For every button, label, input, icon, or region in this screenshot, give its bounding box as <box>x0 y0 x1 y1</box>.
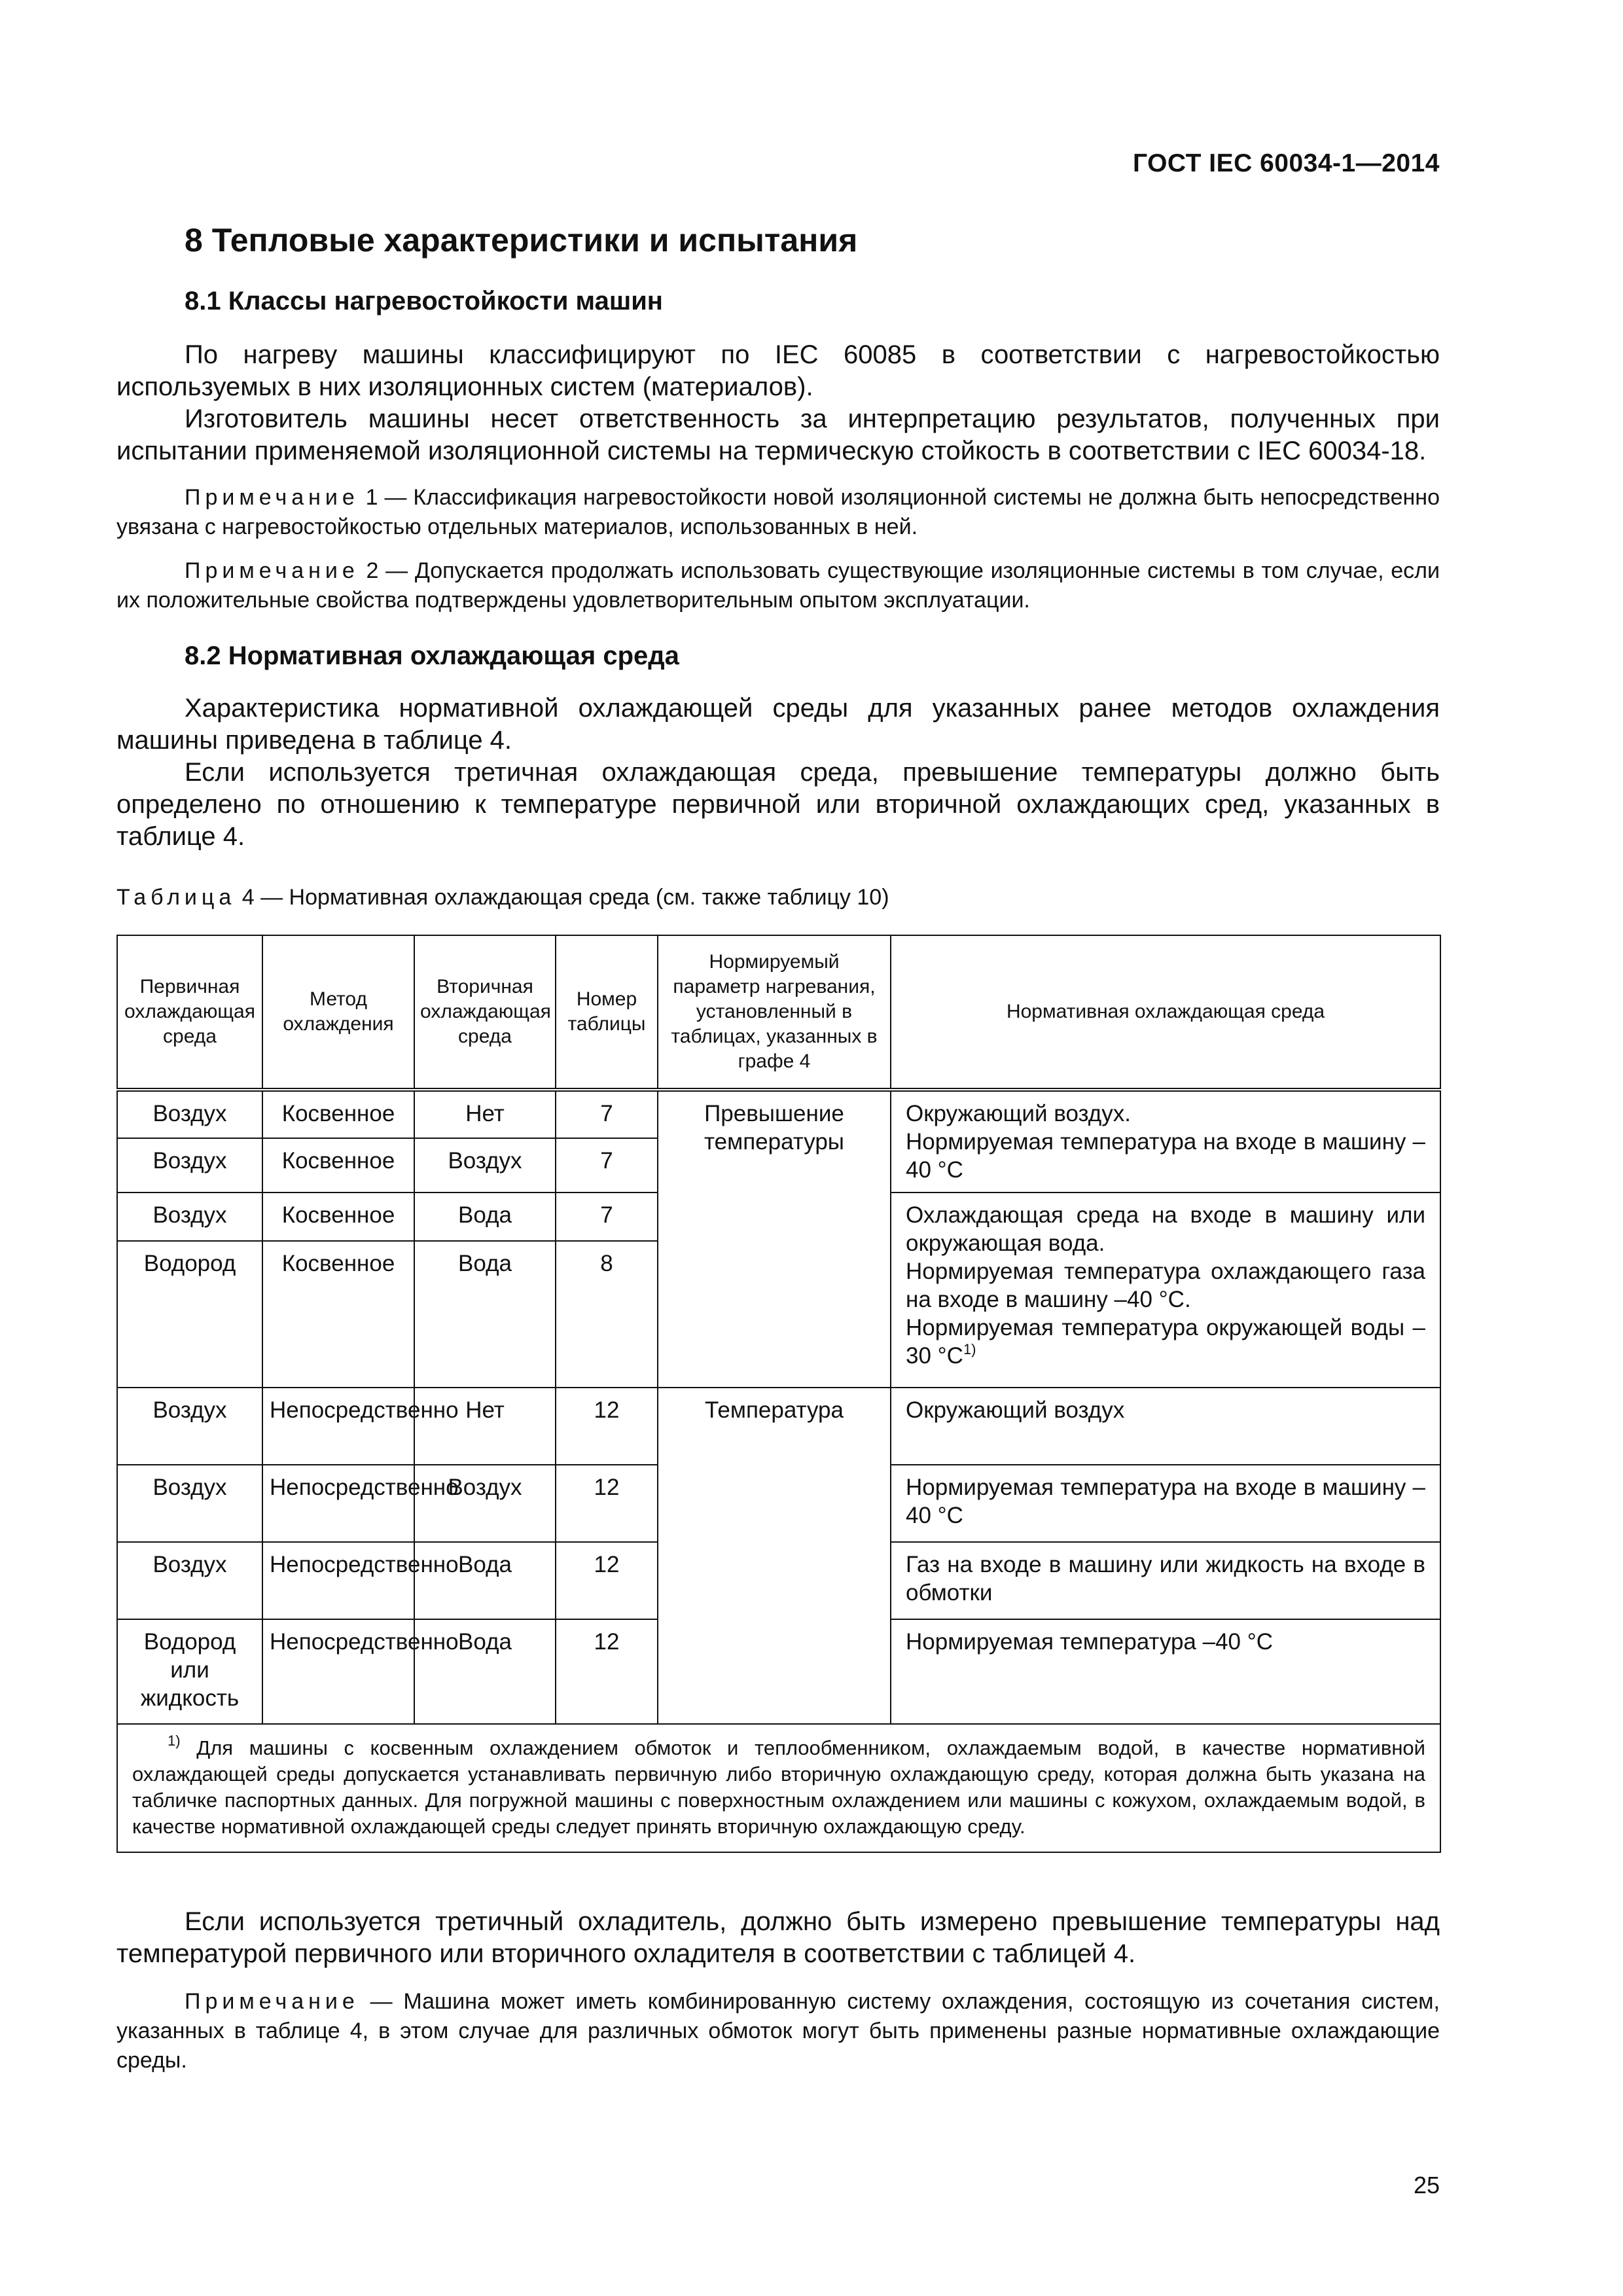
cell-method: Непосредственно <box>262 1619 414 1724</box>
medium-text: Нормируемая температура окружающей воды –30 °С <box>906 1315 1425 1369</box>
cell-table-no: 12 <box>556 1465 658 1542</box>
subsection-8-1-title: 8.1 Классы нагревостойкости машин <box>185 287 663 315</box>
header-method: Метод охлаждения <box>262 935 414 1090</box>
paragraph-8-2-2: Если используется третичная охлаждающая среда, превышение температуры должно быть определено по отношению к температуре первичной или вторичной охлаждающих сред, указанных в таблице 4. <box>116 758 1440 851</box>
paragraph-after-table: Если используется третичный охладитель, должно быть измерено превышение температуры над температурой первичного или вторичного охладителя в соответствии с таблицей 4. <box>116 1907 1440 1968</box>
cell-table-no: 7 <box>556 1193 658 1241</box>
cell-secondary: Вода <box>414 1542 556 1619</box>
cell-method: Косвенное <box>262 1090 414 1138</box>
cell-secondary: Вода <box>414 1241 556 1388</box>
cell-medium: Окружающий воздух <box>891 1388 1440 1465</box>
cell-method: Косвенное <box>262 1138 414 1193</box>
cell-secondary: Нет <box>414 1388 556 1465</box>
footnote-mark: 1) <box>168 1732 181 1749</box>
note-label: Примечание <box>185 558 359 583</box>
cell-method: Косвенное <box>262 1241 414 1388</box>
cell-medium: Газ на входе в машину или жидкость на входе в обмотки <box>891 1542 1440 1619</box>
cell-medium: Нормируемая температура –40 °С <box>891 1619 1440 1724</box>
cell-medium <box>891 1090 1440 1193</box>
cell-table-no: 7 <box>556 1090 658 1138</box>
note-label: Примечание <box>185 485 359 510</box>
cell-method: Непосредственно <box>262 1465 414 1542</box>
cell-secondary: Вода <box>414 1193 556 1241</box>
note-label: Примечание <box>185 1989 359 2014</box>
cell-primary: Воздух <box>117 1388 262 1465</box>
cell-primary: Воздух <box>117 1465 262 1542</box>
cell-primary: Водород или жидкость <box>117 1619 262 1724</box>
table-caption-label: Таблица <box>116 885 236 910</box>
section-title: 8 Тепловые характеристики и испытания <box>185 222 858 259</box>
page-number: 25 <box>1413 2172 1440 2198</box>
medium-line: Окружающий воздух. <box>906 1101 1131 1126</box>
medium-line: Нормируемая температура на входе в машину –40 °С <box>906 1129 1425 1183</box>
header-medium: Нормативная охлаждающая среда <box>891 935 1440 1090</box>
cell-table-no: 12 <box>556 1388 658 1465</box>
header-primary: Первичная охлаждающая среда <box>117 935 262 1090</box>
note-after-table <box>116 1987 1440 2075</box>
table-footnote <box>117 1724 1440 1852</box>
table-4 <box>116 935 1441 1853</box>
document-id: ГОСТ IEC 60034-1—2014 <box>1132 149 1440 177</box>
table-caption-text: 4 — Нормативная охлаждающая среда (см. также таблицу 10) <box>236 885 889 910</box>
cell-method: Непосредственно <box>262 1388 414 1465</box>
note-text: 2 — Допускается продолжать использовать существующие изоляционные системы в том случае, если их положительные свойства подтверждены удовлетворительным опытом эксплуатации. <box>116 558 1440 613</box>
table-footnote-row <box>117 1724 1440 1852</box>
cell-medium: Нормируемая температура на входе в машину –40 °С <box>891 1465 1440 1542</box>
cell-primary: Воздух <box>117 1138 262 1193</box>
footnote-text: Для машины с косвенным охлаждением обмоток и теплообменником, охлаждаемым водой, в качестве нормативной охлаждающей среды допускается устанавливать первичную либо вторичную охлаждающую среду, которая должна быть указана на табличке паспортных данных. Для погружной машины с поверхностным охлаждением или машины с кожухом, охлаждаемым водой, в качестве нормативной охлаждающей среды следует принять вторичную охлаждающую среду. <box>132 1736 1425 1838</box>
header-param: Нормируемый параметр нагревания, установленный в таблицах, указанных в графе 4 <box>658 935 891 1090</box>
cell-param-group: Температура <box>658 1388 891 1724</box>
paragraph-8-1-2: Изготовитель машины несет ответственность за интерпретацию результатов, полученных при испытании применяемой изоляционной системы на термическую стойкость в соответствии с IEC 60034-18. <box>116 404 1440 465</box>
subsection-8-2-title: 8.2 Нормативная охлаждающая среда <box>185 641 679 670</box>
header-table-no: Номер таблицы <box>556 935 658 1090</box>
footnote-ref: 1) <box>963 1341 976 1357</box>
table-row <box>117 1388 1440 1465</box>
cell-method: Косвенное <box>262 1193 414 1241</box>
cell-primary: Водород <box>117 1241 262 1388</box>
cell-secondary: Воздух <box>414 1465 556 1542</box>
cell-medium <box>891 1193 1440 1388</box>
medium-line: Охлаждающая среда на входе в машину или окружающая вода. <box>906 1202 1425 1256</box>
cell-table-no: 8 <box>556 1241 658 1388</box>
table-header-row <box>117 935 1440 1090</box>
cell-secondary: Нет <box>414 1090 556 1138</box>
cell-secondary: Вода <box>414 1619 556 1724</box>
cell-table-no: 12 <box>556 1619 658 1724</box>
table-row <box>117 1090 1440 1138</box>
paragraph-8-1-1: По нагреву машины классифицируют по IEC 60085 в соответствии с нагревостойкостью используемых в них изоляционных систем (материалов). <box>116 340 1440 401</box>
medium-line: Нормируемая температура охлаждающего газа на входе в машину –40 °С. <box>906 1259 1425 1312</box>
cell-table-no: 12 <box>556 1542 658 1619</box>
cell-primary: Воздух <box>117 1542 262 1619</box>
cell-primary: Воздух <box>117 1193 262 1241</box>
cell-secondary: Воздух <box>414 1138 556 1193</box>
table-caption <box>116 885 889 910</box>
note-text: — Машина может иметь комбинированную систему охлаждения, состоящую из сочетания систем, указанных в таблице 4, в этом случае для различных обмоток могут быть применены разные нормативные охлаждающие среды. <box>116 1989 1440 2073</box>
cell-method: Непосредственно <box>262 1542 414 1619</box>
header-secondary: Вторичная охлаждающая среда <box>414 935 556 1090</box>
cell-param-group: Превышение температуры <box>658 1090 891 1388</box>
note-2 <box>116 556 1440 615</box>
cell-table-no: 7 <box>556 1138 658 1193</box>
note-1 <box>116 483 1440 542</box>
note-text: 1 — Классификация нагревостойкости новой изоляционной системы не должна быть непосредственно увязана с нагревостойкостью отдельных материалов, использованных в ней. <box>116 485 1440 539</box>
medium-line <box>906 1314 1425 1370</box>
paragraph-8-2-1: Характеристика нормативной охлаждающей среды для указанных ранее методов охлаждения машины приведена в таблице 4. <box>116 694 1440 755</box>
cell-primary: Воздух <box>117 1090 262 1138</box>
